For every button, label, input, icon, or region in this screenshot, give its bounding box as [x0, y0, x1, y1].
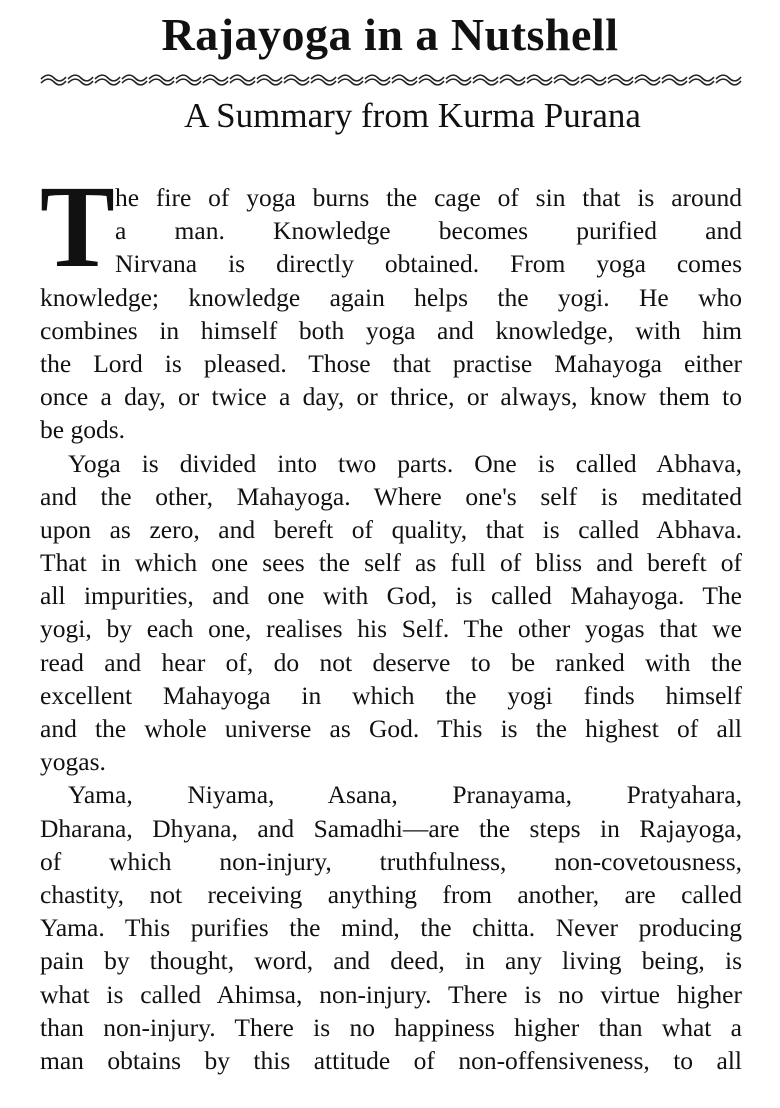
- text-line: of which non-injury, truthfulness, non-covetousness,: [40, 846, 742, 876]
- text-line: Yama. This purifies the mind, the chitta. Never producing: [40, 913, 742, 943]
- text-line: combines in himself both yoga and knowledge, with him: [40, 315, 742, 345]
- text-line: Nirvana is directly obtained. From yoga comes: [115, 249, 742, 279]
- text-line: once a day, or twice a day, or thrice, or always, know them to: [40, 382, 742, 412]
- body-text: [40, 181, 742, 1077]
- text-line: knowledge; knowledge again helps the yogi. He who: [40, 282, 742, 312]
- text-line: he fire of yoga burns the cage of sin that is around: [115, 183, 742, 212]
- text-line: yogi, by each one, realises his Self. The other yogas that we: [40, 614, 742, 644]
- text-line: read and hear of, do not deserve to be ranked with the: [40, 647, 742, 677]
- text-line: pain by thought, word, and deed, in any living being, is: [40, 946, 742, 976]
- page-title: Rajayoga in a Nutshell: [161, 9, 619, 60]
- text-line: Yoga is divided into two parts. One is called Abhava,: [68, 448, 742, 478]
- text-line: be gods.: [40, 415, 125, 445]
- text-line: and the other, Mahayoga. Where one's self is meditated: [40, 481, 742, 511]
- text-line: Dharana, Dhyana, and Samadhi—are the steps in Rajayoga,: [40, 813, 742, 843]
- paragraph: [40, 778, 742, 1077]
- text-line: than non-injury. There is no happiness higher than what a: [40, 1012, 742, 1042]
- text-line: yogas.: [40, 747, 106, 777]
- page-subtitle: A Summary from Kurma Purana: [184, 96, 641, 135]
- text-line: chastity, not receiving anything from another, are called: [40, 879, 742, 909]
- text-line: what is called Ahimsa, non-injury. There is no virtue higher: [40, 979, 742, 1009]
- text-line: man obtains by this attitude of non-offensiveness, to all: [40, 1045, 742, 1075]
- text-line: a man. Knowledge becomes purified and: [115, 216, 742, 246]
- text-line: That in which one sees the self as full of bliss and bereft of: [40, 548, 742, 578]
- text-line: Yama, Niyama, Asana, Pranayama, Pratyahara,: [68, 780, 742, 810]
- ornamental-divider: [40, 72, 742, 88]
- text-line: and the whole universe as God. This is the highest of all: [40, 714, 742, 743]
- text-line: the Lord is pleased. Those that practise Mahayoga either: [40, 348, 742, 378]
- paragraph: [40, 447, 742, 779]
- text-line: all impurities, and one with God, is called Mahayoga. The: [40, 581, 742, 611]
- text-line: upon as zero, and bereft of quality, that is called Abhava.: [40, 514, 742, 544]
- text-line: excellent Mahayoga in which the yogi finds himself: [40, 680, 742, 710]
- paragraph: [40, 181, 742, 447]
- drop-cap: T: [39, 161, 115, 292]
